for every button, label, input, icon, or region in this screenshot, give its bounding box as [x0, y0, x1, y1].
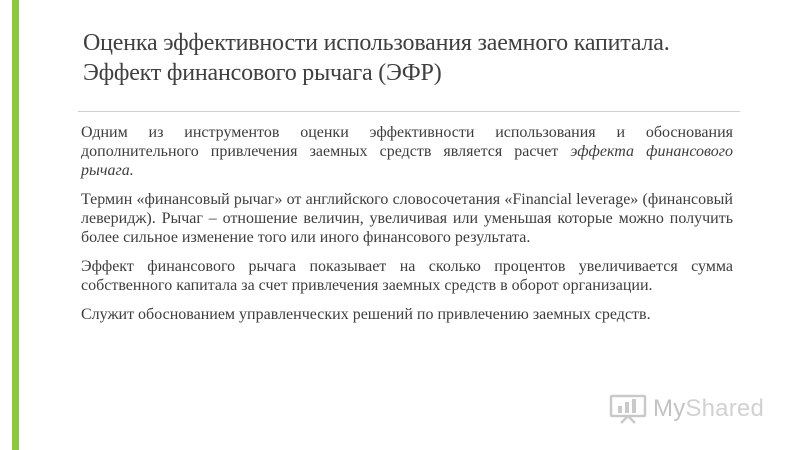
paragraph-1-text: Одним из инструментов оценки эффективности использования и обоснования дополнительного привлечения заемных средств является расчет: [81, 124, 733, 160]
paragraph-4: Служит обоснованием управленческих решений по привлечению заемных средств.: [81, 306, 651, 323]
slide-body: [81, 123, 733, 334]
presentation-board-icon: [609, 394, 647, 424]
watermark-brand: [653, 395, 764, 423]
title-divider: [78, 111, 740, 112]
watermark: [609, 392, 764, 426]
slide-title: [83, 28, 763, 88]
paragraph-1: [81, 123, 733, 180]
watermark-brand-part1: My: [653, 395, 686, 422]
title-line-1: Оценка эффективности использования заемного капитала.: [83, 30, 670, 56]
paragraph-1-emphasis: эффекта финансового рычага.: [81, 143, 733, 179]
accent-bar: [12, 0, 19, 450]
watermark-brand-part2: Shared: [685, 395, 764, 422]
paragraph-3: Эффект финансового рычага показывает на сколько процентов увеличивается сумма собственного капитала за счет привлечения заемных средств в оборот организации.: [81, 258, 733, 294]
title-line-2: Эффект финансового рычага (ЭФР): [83, 60, 442, 86]
paragraph-2: Термин «финансовый рычаг» от английского словосочетания «Financial leverage» (финансовый леверидж). Рычаг – отношение величин, увеличивая или уменьшая которые можно получить более сильное изменение того или иного финансового результата.: [81, 191, 733, 246]
